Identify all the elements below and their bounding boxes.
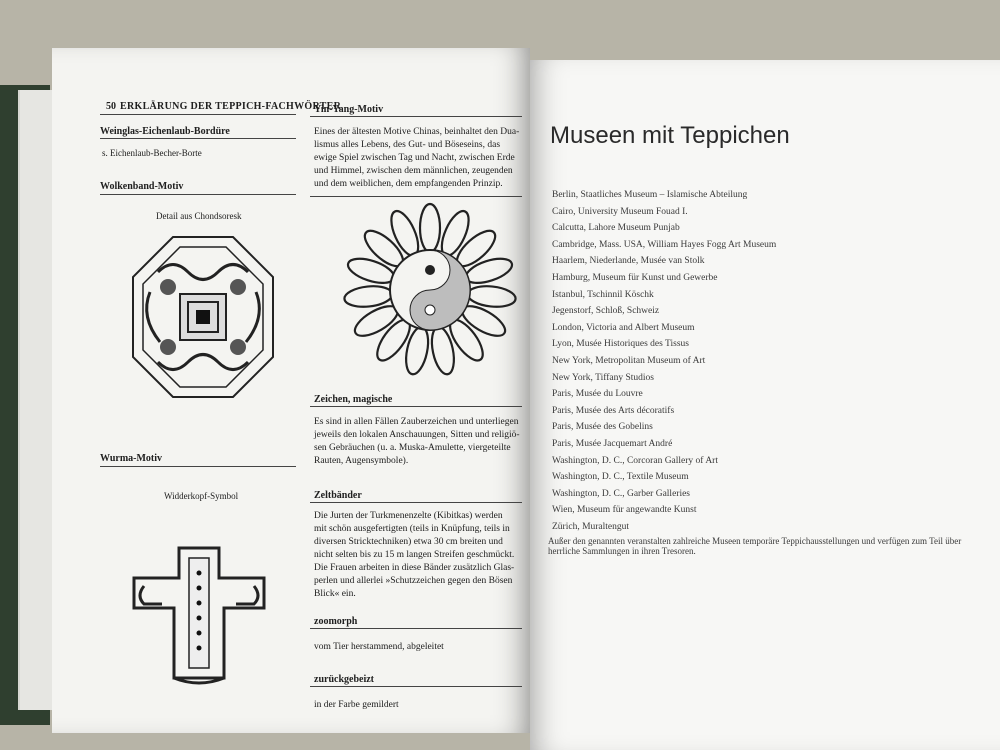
text-line: mit schön ausgefertigten (teils in Knüpfung, teils in <box>314 524 510 534</box>
text-zeltbaender <box>314 510 514 601</box>
text-line: nicht selten bis zu 15 m langen Streifen geschmückt. <box>314 550 515 560</box>
header-rule <box>100 114 296 115</box>
caption-wolkenband: Detail aus Chondsoresk <box>156 211 242 221</box>
text-zoomorph: vom Tier herstammend, abgeleitet <box>314 642 444 652</box>
rule <box>310 406 522 407</box>
list-item: Paris, Musée des Gobelins <box>552 422 653 433</box>
text-line: Eines der ältesten Motive Chinas, beinhaltet den Dua- <box>314 127 520 137</box>
list-item: Istanbul, Tschinnil Köschk <box>552 289 654 300</box>
page-title: Museen mit Teppichen <box>550 122 790 149</box>
museum-note <box>548 536 998 556</box>
heading-zoomorph: zoomorph <box>314 616 358 627</box>
list-item: New York, Metropolitan Museum of Art <box>552 355 706 366</box>
rule <box>100 466 296 467</box>
heading-yinyang: Yin-Yang-Motiv <box>314 104 384 115</box>
wurma-ram-head-illustration <box>124 538 274 688</box>
rule <box>310 628 522 629</box>
text-line: sen Gebräuchen (u. a. Muska-Amulette, viergeteilte <box>314 443 511 453</box>
page-number: 50 <box>106 101 116 112</box>
rule <box>310 116 522 117</box>
list-item: Paris, Musée des Arts décoratifs <box>552 405 675 416</box>
list-item: Cambridge, Mass. USA, William Hayes Fogg Art Museum <box>552 239 777 250</box>
text-weinglas: s. Eichenlaub-Becher-Borte <box>102 148 202 158</box>
text-line: Die Jurten der Turkmenenzelte (Kibitkas) werden <box>314 511 503 521</box>
list-item: Hamburg, Museum für Kunst und Gewerbe <box>552 272 718 283</box>
page-header-title: ERKLÄRUNG DER TEPPICH-FACHWÖRTER <box>120 101 342 112</box>
list-item: Washington, D. C., Garber Galleries <box>552 488 691 499</box>
rule <box>100 194 296 195</box>
note-line: Außer den genannten veranstalten zahlreiche Museen temporäre Teppichausstellungen und verfügen zum Teil über <box>548 536 962 546</box>
list-item: Cairo, University Museum Fouad I. <box>552 206 688 217</box>
text-line: Die Frauen arbeiten in diese Bänder zusätzlich Glas- <box>314 563 515 573</box>
list-item: London, Victoria and Albert Museum <box>552 322 695 333</box>
note-line: herrliche Sammlungen in ihren Tresoren. <box>548 546 696 556</box>
wolkenband-motif-illustration <box>128 232 278 402</box>
right-page <box>530 60 1000 750</box>
text-line: ewige Spiel zwischen Tag und Nacht, zwischen Erde <box>314 153 515 163</box>
rule <box>100 138 296 139</box>
heading-zeltbaender: Zeltbänder <box>314 490 362 501</box>
text-line: jeweils den lokalen Anschauungen, Sitten und religiö- <box>314 430 520 440</box>
list-item: Washington, D. C., Corcoran Gallery of Art <box>552 455 718 466</box>
text-zeichen <box>314 416 520 468</box>
rule <box>310 196 522 197</box>
heading-weinglas: Weinglas-Eichenlaub-Bordüre <box>100 126 230 137</box>
list-item: Wien, Museum für angewandte Kunst <box>552 505 697 516</box>
text-yinyang <box>314 126 519 191</box>
caption-wurma: Widderkopf-Symbol <box>164 491 239 501</box>
list-item: Calcutta, Lahore Museum Punjab <box>552 223 680 234</box>
list-item: Zürich, Muraltengut <box>552 521 630 532</box>
list-item: Paris, Musée du Louvre <box>552 389 643 400</box>
rule <box>310 686 522 687</box>
text-line: perlen und allerlei »Schutzzeichen gegen den Bösen <box>314 576 513 586</box>
list-item: Lyon, Musée Historiques des Tissus <box>552 339 689 350</box>
list-item: Jegenstorf, Schloß, Schweiz <box>552 306 660 317</box>
museum-list <box>552 190 776 538</box>
text-line: lismus alles Lebens, des Gut- und Böseseins, das <box>314 140 501 150</box>
yin-yang-flower-illustration <box>340 200 520 380</box>
text-zurueckgebeizt: in der Farbe gemildert <box>314 700 399 710</box>
heading-zeichen: Zeichen, magische <box>314 394 393 405</box>
text-line: diversen Stricktechniken) etwa 30 cm breiten und <box>314 537 503 547</box>
list-item: Berlin, Staatliches Museum – Islamische Abteilung <box>552 190 748 200</box>
text-line: Rauten, Augensymbole). <box>314 456 409 466</box>
text-line: und dem weiblichen, dem empfangenden Prinzip. <box>314 179 503 189</box>
rule <box>310 502 522 503</box>
list-item: Washington, D. C., Textile Museum <box>552 472 689 483</box>
heading-wolkenband: Wolkenband-Motiv <box>100 181 184 192</box>
text-line: Es sind in allen Fällen Zauberzeichen und unterliegen <box>314 417 519 427</box>
left-page <box>52 48 530 733</box>
list-item: Paris, Musée Jacquemart André <box>552 438 673 449</box>
heading-zurueckgebeizt: zurückgebeizt <box>314 674 374 685</box>
list-item: New York, Tiffany Studios <box>552 372 654 383</box>
text-line: und Himmel, zwischen dem männlichen, zeugenden <box>314 166 513 176</box>
list-item: Haarlem, Niederlande, Musée van Stolk <box>552 256 705 267</box>
heading-wurma: Wurma-Motiv <box>100 453 163 464</box>
text-line: Blick« ein. <box>314 589 356 599</box>
